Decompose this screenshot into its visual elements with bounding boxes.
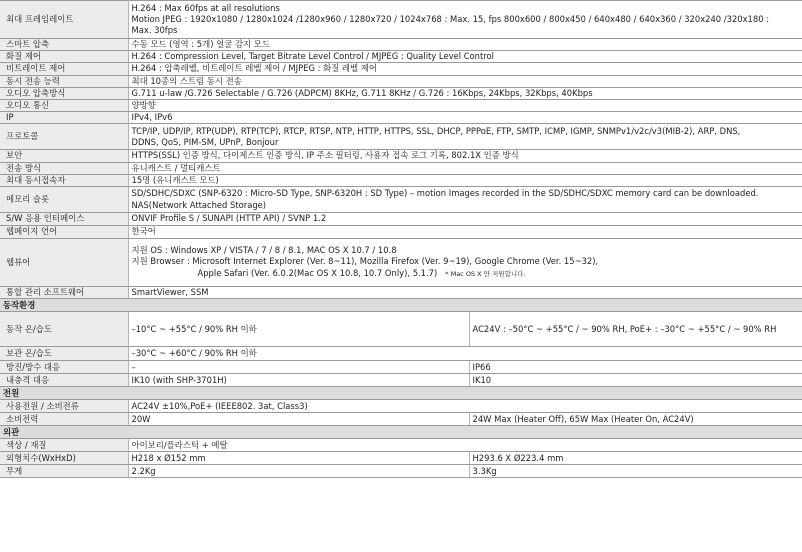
webviewer-os: 지원 OS : Windows XP / VISTA / 7 / 8 / 8.1, MAC OS X 10.7 / 10.8: [131, 245, 397, 256]
row-label: 웹페이지 언어: [0, 226, 128, 239]
row-label: IP: [0, 112, 128, 124]
spec-row: [0, 162, 802, 174]
row-value: 최대 10종의 스트림 동시 전송: [128, 75, 802, 87]
spec-row: [0, 239, 802, 287]
row-value: 한국어: [128, 226, 802, 239]
row-label: 동시 전송 능력: [0, 75, 128, 87]
spec-row: [0, 287, 802, 299]
row-value-left: –: [128, 361, 469, 374]
row-label: 스마트 압축: [0, 39, 128, 51]
spec-row: [0, 63, 802, 75]
spec-row: [0, 187, 802, 213]
value-line: Motion JPEG : 1920x1080 / 1280x1024 /1280x960 / 1280x720 / 1024x768 : Max. 15, fps 800x600 / 800x450 / 640x480 / 640x360 / 320x240 /320x180 :: [131, 13, 770, 24]
row-value-right: 24W Max (Heater Off), 65W Max (Heater On, AC24V): [469, 413, 802, 426]
spec-row: [0, 100, 802, 112]
row-label: 소비전력: [0, 413, 128, 426]
value-line: Max. 30fps: [131, 25, 178, 36]
webviewer-safari-line: [132, 268, 800, 280]
webviewer-browser: 지원 Browser : Microsoft Internet Explorer (Ver. 8~11), Mozilla Firefox (Ver. 9~19), Google Chrome (Ver. 15~32),: [131, 256, 599, 267]
spec-row: [0, 112, 802, 124]
spec-row-dustproof: [0, 361, 802, 374]
webviewer-safari: Apple Safari (Ver. 6.0.2(Mac OS X 10.8, 10.7 Only), 5.1.7): [197, 267, 438, 278]
spec-row-dimensions: [0, 452, 802, 465]
spec-row: [0, 213, 802, 226]
spec-row-power-source: [0, 400, 802, 413]
row-label: 메모리 슬롯: [0, 187, 128, 213]
spec-row: [0, 87, 802, 99]
spec-table-body: [0, 1, 802, 299]
section-title: 외관: [0, 426, 802, 439]
row-label: 보안: [0, 150, 128, 162]
row-value-left: 2.2Kg: [128, 465, 469, 478]
spec-env-body: [0, 299, 802, 478]
spec-row: [0, 75, 802, 87]
spec-row-storage: [0, 347, 802, 361]
row-value-right: IK10: [469, 374, 802, 387]
row-label: 프로토콜: [0, 124, 128, 150]
row-value: IPv4, IPv6: [128, 112, 802, 124]
section-row-exterior: [0, 426, 802, 439]
row-value-left: H218 x Ø152 mm: [128, 452, 469, 465]
row-value: 수동 모드 (영역 : 5개) 얼굴 감지 모드: [128, 39, 802, 51]
spec-row: [0, 1, 802, 39]
row-value-right: AC24V : –50°C ~ +55°C / ~ 90% RH, PoE+ : –30°C ~ +55°C / ~ 90% RH: [469, 312, 802, 347]
value-line: SD/SDHC/SDXC (SNP-6320 : Micro-SD Type, SNP-6320H : SD Type) – motion Images recorded in the SD/SDHC/SDXC memory card can be downloaded.: [131, 188, 759, 199]
row-label: 색상 / 재질: [0, 439, 128, 452]
row-label: 외형치수(WxHxD): [0, 452, 128, 465]
value-line: H.264 : Max 60fps at all resolutions: [131, 2, 280, 13]
row-value: 유니캐스트 / 멀티캐스트: [128, 162, 802, 174]
row-value: ONVIF Profile S / SUNAPI (HTTP API) / SVNP 1.2: [128, 213, 802, 226]
spec-row: [0, 51, 802, 63]
row-value: 아이보리/플라스틱 + 메탈: [128, 439, 802, 452]
webviewer-note: * Mac OS X 만 지원합니다.: [445, 269, 526, 278]
row-label: 무게: [0, 465, 128, 478]
row-value: G.711 u-law /G.726 Selectable / G.726 (ADPCM) 8KHz, G.711 8KHz / G.726 : 16Kbps, 24Kbps, 32Kbps, 40Kbps: [128, 87, 802, 99]
spec-row: [0, 226, 802, 239]
row-label: 화질 제어: [0, 51, 128, 63]
spec-row: [0, 39, 802, 51]
row-label: 보관 온/습도: [0, 347, 128, 361]
spec-row: [0, 124, 802, 150]
row-value: [128, 124, 802, 150]
row-label: 최대 동시접속자: [0, 174, 128, 186]
spec-row: [0, 174, 802, 186]
row-value: [128, 239, 802, 287]
spec-row-weight: [0, 465, 802, 478]
row-value: H.264 : Compression Level, Target Bitrate Level Control / MJPEG : Quality Level Control: [128, 51, 802, 63]
row-value: 양방향: [128, 100, 802, 112]
row-value: H.264 : 압축레벨, 비트레이트 레벨 제어 / MJPEG : 화질 레벨 제어: [128, 63, 802, 75]
row-value: 15명 (유니캐스트 모드): [128, 174, 802, 186]
row-label: 사용전원 / 소비전류: [0, 400, 128, 413]
row-value-left: –10°C ~ +55°C / 90% RH 이하: [128, 312, 469, 347]
row-value: [128, 187, 802, 213]
row-value: –30°C ~ +60°C / 90% RH 이하: [128, 347, 802, 361]
row-label: 통합 관리 소프트웨어: [0, 287, 128, 299]
row-value: [128, 1, 802, 39]
row-label: 최대 프레임레이트: [0, 1, 128, 39]
row-value: HTTPS(SSL) 인증 방식, 다이제스트 인증 방식, IP 주소 필터링, 사용자 접속 로그 기록, 802.1X 인증 방식: [128, 150, 802, 162]
row-value-right: 3.3Kg: [469, 465, 802, 478]
row-value: SmartViewer, SSM: [128, 287, 802, 299]
row-label: 오디오 압축방식: [0, 87, 128, 99]
row-label: 전송 방식: [0, 162, 128, 174]
spec-row-impact: [0, 374, 802, 387]
spec-row-color: [0, 439, 802, 452]
section-title: 동작환경: [0, 299, 802, 312]
row-value: AC24V ±10%,PoE+ (IEEE802. 3at, Class3): [128, 400, 802, 413]
value-line: DDNS, QoS, PIM-SM, UPnP, Bonjour: [131, 136, 279, 147]
section-title: 전원: [0, 387, 802, 400]
spec-row-operating: [0, 312, 802, 347]
value-line: TCP/IP, UDP/IP, RTP(UDP), RTP(TCP), RTCP, RTSP, NTP, HTTP, HTTPS, SSL, DHCP, PPPoE, FTP, SMTP, ICMP, IGMP, SNMPv1/v2c/v3(MIB-2), ARP, DNS,: [131, 125, 741, 136]
row-label: 비트레이트 제어: [0, 63, 128, 75]
section-row-power: [0, 387, 802, 400]
row-value-left: IK10 (with SHP-3701H): [128, 374, 469, 387]
row-label: 방진/방수 대응: [0, 361, 128, 374]
spec-row-power-consumption: [0, 413, 802, 426]
row-label: 웹뷰어: [0, 239, 128, 287]
row-value-right: IP66: [469, 361, 802, 374]
spec-row: [0, 150, 802, 162]
row-value-left: 20W: [128, 413, 469, 426]
row-label: S/W 응용 인터페이스: [0, 213, 128, 226]
row-value-right: H293.6 X Ø223.4 mm: [469, 452, 802, 465]
section-row-env: [0, 299, 802, 312]
row-label: 동작 온/습도: [0, 312, 128, 347]
value-line: NAS(Network Attached Storage): [131, 199, 267, 210]
row-label: 내충격 대응: [0, 374, 128, 387]
row-label: 오디오 통신: [0, 100, 128, 112]
